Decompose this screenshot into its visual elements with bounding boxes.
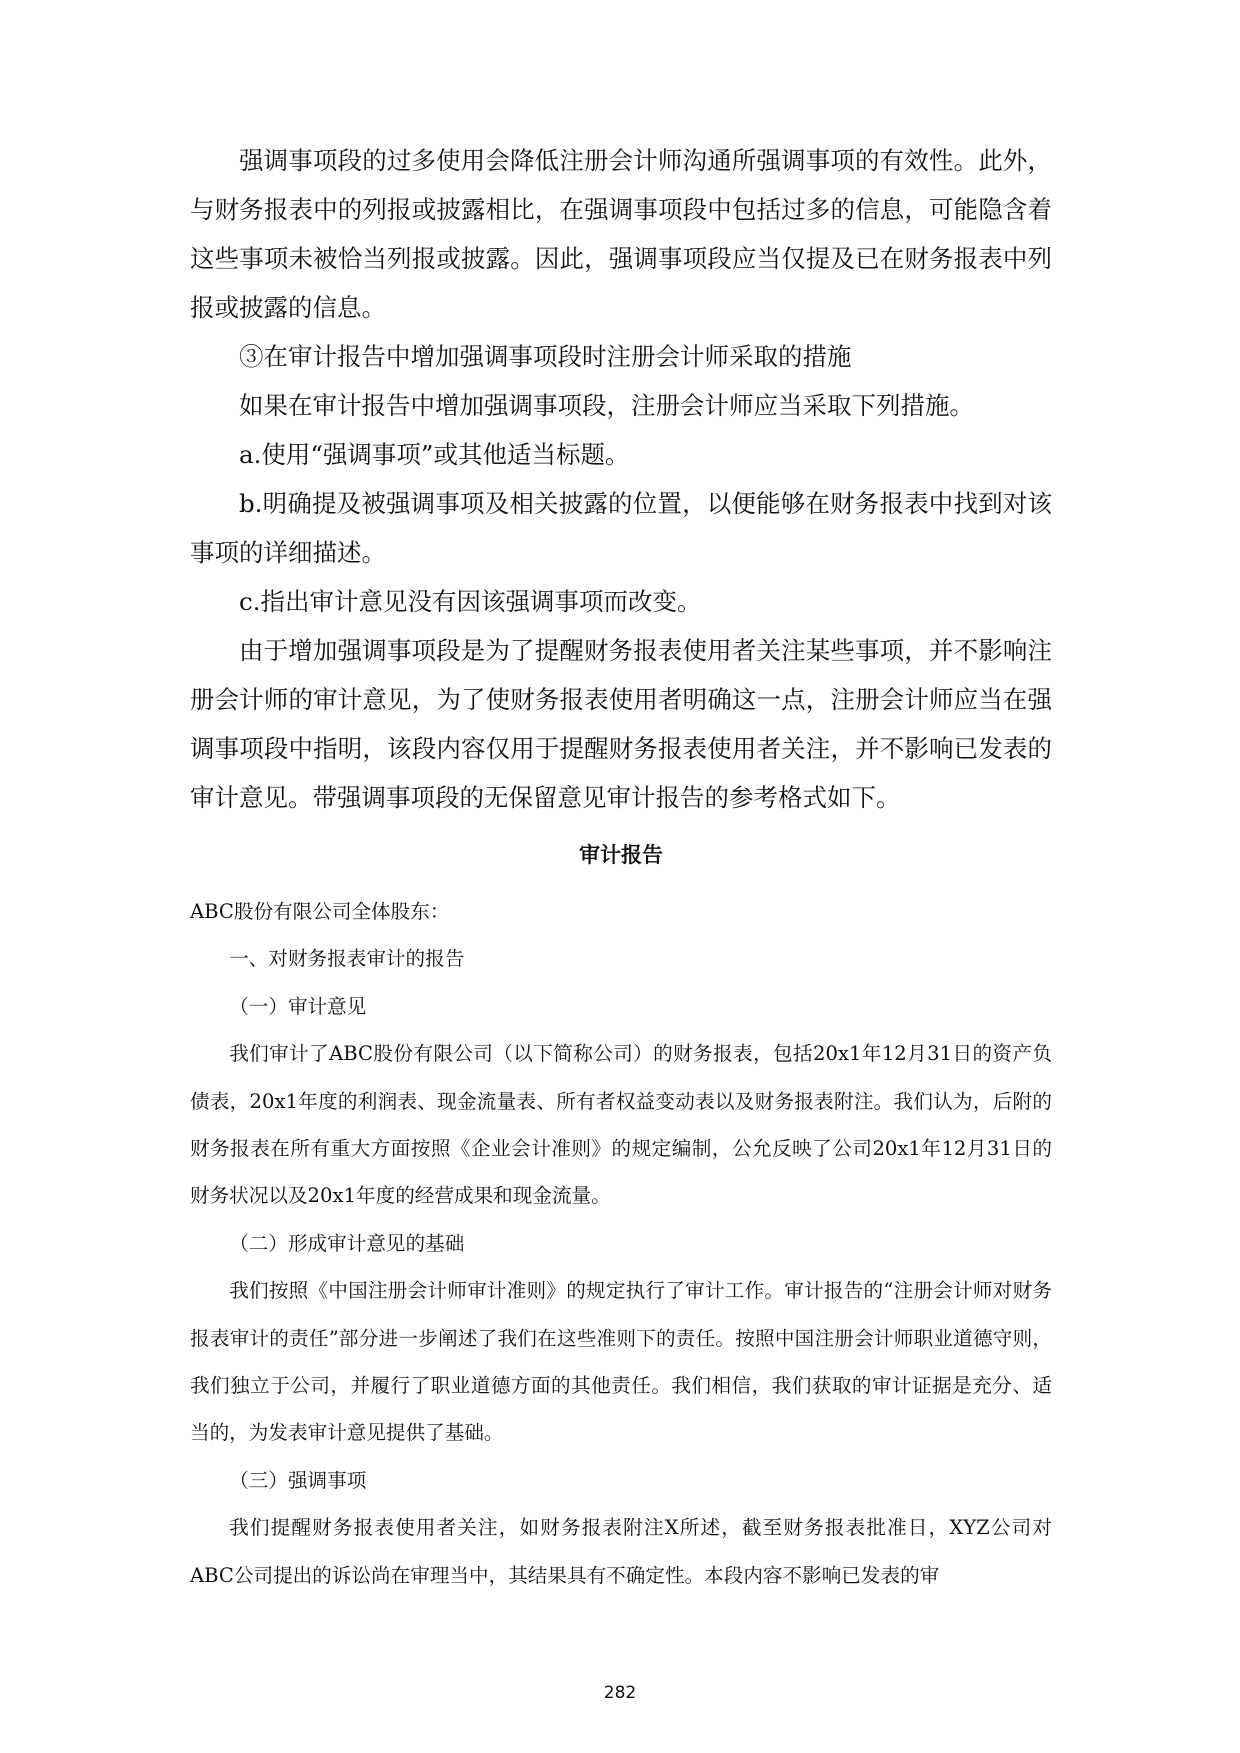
report-opinion-paragraph: 我们审计了ABC股份有限公司（以下简称公司）的财务报表，包括20x1年12月31日的资产负债表，20x1年度的利润表、现金流量表、所有者权益变动表以及财务报表附注。我们认为，后附的财务报表在所有重大方面按照《企业会计准则》的规定编制，公允反映了公司20x1年12月31日的财务状况以及20x1年度的经营成果和现金流量。 (190, 1042, 1052, 1208)
intro-paragraph-measure-b: b.明确提及被强调事项及相关披露的位置，以便能够在财务报表中找到对该事项的详细描述。 (190, 489, 1052, 567)
report-emphasis-heading: （三）强调事项 (229, 1468, 367, 1492)
report-addressee: ABC股份有限公司全体股东： (190, 900, 450, 923)
intro-paragraph-measure-c: c.指出审计意见没有因该强调事项而改变。 (239, 587, 702, 616)
intro-paragraph-purpose: 由于增加强调事项段是为了提醒财务报表使用者关注某些事项，并不影响注册会计师的审计意见，为了使财务报表使用者明确这一点，注册会计师应当在强调事项段中指明，该段内容仅用于提醒财务报表使用者关注，并不影响已发表的审计意见。带强调事项段的无保留意见审计报告的参考格式如下。 (190, 636, 1052, 812)
report-section1-heading: 一、对财务报表审计的报告 (229, 947, 465, 971)
report-title: 审计报告 (579, 843, 663, 867)
report-emphasis-paragraph: 我们提醒财务报表使用者关注，如财务报表附注X所述，截至财务报表批准日，XYZ公司对ABC公司提出的诉讼尚在审理当中，其结果具有不确定性。本段内容不影响已发表的审 (190, 1516, 1052, 1587)
page-number: 282 (603, 1683, 637, 1703)
intro-section (190, 136, 1052, 822)
report-basis-heading: （二）形成审计意见的基础 (229, 1231, 465, 1255)
intro-paragraph-measures-heading: ③在审计报告中增加强调事项段时注册会计师采取的措施 (239, 342, 852, 371)
report-basis-paragraph: 我们按照《中国注册会计师审计准则》的规定执行了审计工作。审计报告的“注册会计师对财务报表审计的责任”部分进一步阐述了我们在这些准则下的责任。按照中国注册会计师职业道德守则，我们独立于公司，并履行了职业道德方面的其他责任。我们相信，我们获取的审计证据是充分、适当的，为发表审计意见提供了基础。 (190, 1279, 1052, 1445)
intro-paragraph-measure-a: a.使用“强调事项”或其他适当标题。 (239, 440, 630, 469)
intro-paragraph-measures-lead: 如果在审计报告中增加强调事项段，注册会计师应当采取下列措施。 (239, 391, 974, 420)
intro-paragraph-emphasis-overuse: 强调事项段的过多使用会降低注册会计师沟通所强调事项的有效性。此外，与财务报表中的列报或披露相比，在强调事项段中包括过多的信息，可能隐含着这些事项未被恰当列报或披露。因此，强调事项段应当仅提及已在财务报表中列报或披露的信息。 (190, 146, 1052, 322)
audit-report-body (190, 888, 1052, 1599)
report-opinion-heading: （一）审计意见 (229, 994, 367, 1018)
